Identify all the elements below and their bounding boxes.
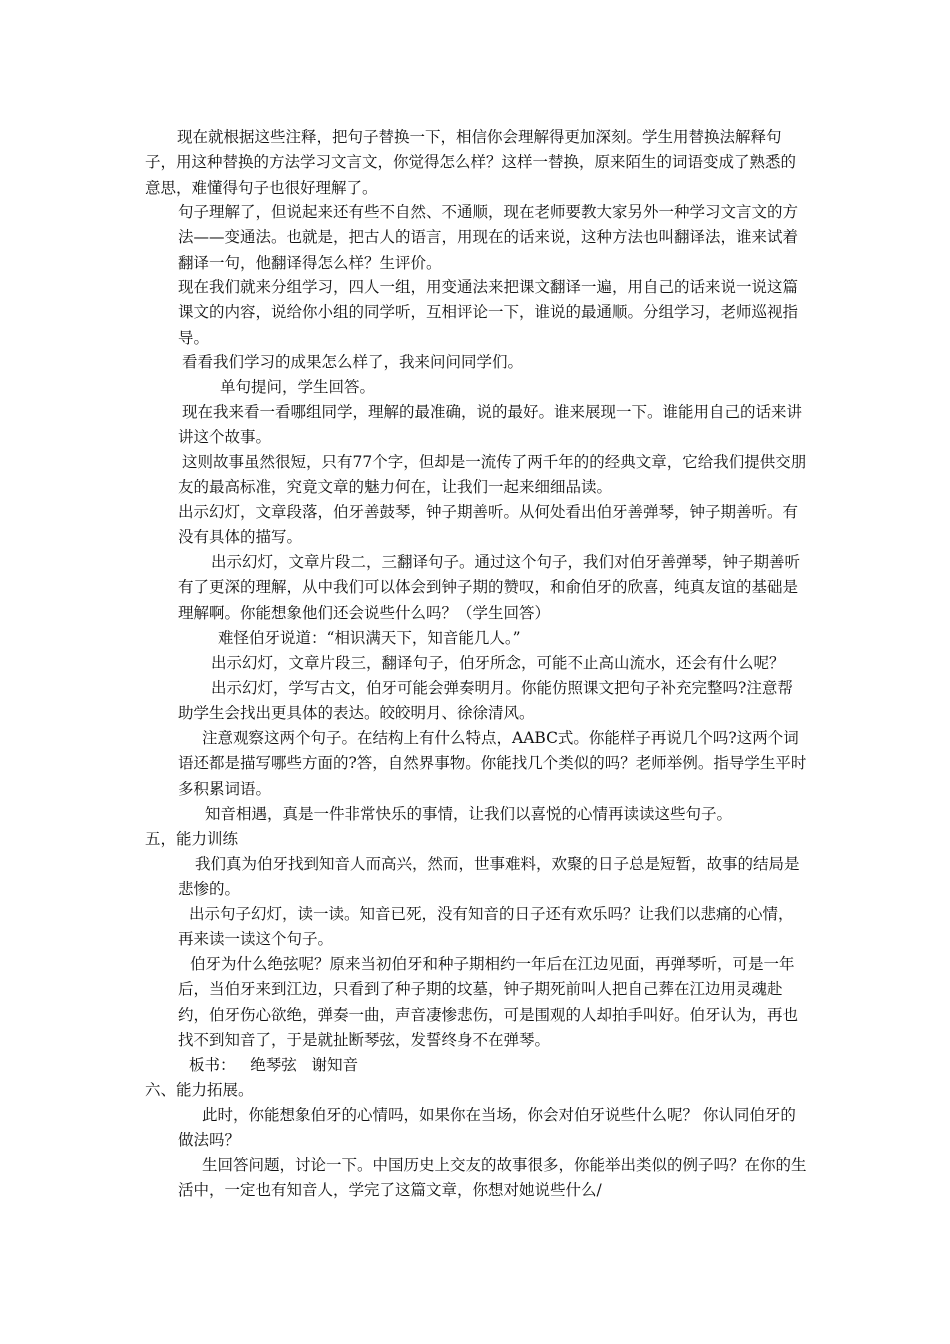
paragraph-18: 此时，你能想象伯牙的心情吗，如果你在当场，你会对伯牙说些什么呢？ 你认同伯牙的做法吗？: [178, 1106, 796, 1150]
paragraph-6: 现在我来看一看哪组同学，理解的最准确，说的最好。谁来展现一下。谁能用自己的话来讲讲这个故事。: [178, 403, 803, 447]
paragraph-2: 句子理解了，但说起来还有些不自然、不通顺，现在老师要教大家另外一种学习文言文的方法——变通法。也就是，把古人的语言，用现在的话来说，这种方法也叫翻译法，谁来试着翻译一句，他翻译得怎么样？生评价。: [178, 203, 799, 272]
paragraph-13: 注意观察这两个句子。在结构上有什么特点，AABC式。你能样子再说几个吗?这两个词语还都是描写哪些方面的?答，自然界事物。你能找几个类似的吗？老师举例。指导学生平时多积累词语。: [178, 729, 807, 798]
section-heading-6: 六、能力拓展。: [145, 1081, 254, 1099]
paragraph-8: 出示幻灯，文章段落，伯牙善鼓琴，钟子期善听。从何处看出伯牙善弹琴，钟子期善听。有没有具体的描写。: [178, 503, 799, 547]
section-heading-5: 五，能力训练: [145, 830, 239, 848]
paragraph-12: 出示幻灯，学写古文，伯牙可能会弹奏明月。你能仿照课文把句子补充完整吗?注意帮助学生会找出更具体的表达。皎皎明月、徐徐清风。: [178, 679, 793, 723]
board-writing: 板书： 绝琴弦 谢知音: [189, 1056, 359, 1074]
paragraph-5: 单句提问，学生回答。: [220, 378, 376, 396]
paragraph-19: 生回答问题，讨论一下。中国历史上交友的故事很多，你能举出类似的例子吗？在你的生活中，一定也有知音人，学完了这篇文章，你想对她说些什么/: [178, 1156, 807, 1200]
paragraph-10: 难怪伯牙说道：“相识满天下，知音能几人。”: [218, 629, 521, 647]
paragraph-7: 这则故事虽然很短，只有77个字，但却是一流传了两千年的的经典文章，它给我们提供交朋友的最高标准，究竟文章的魅力何在，让我们一起来细细品读。: [178, 453, 807, 497]
paragraph-14: 知音相遇，真是一件非常快乐的事情，让我们以喜悦的心情再读读这些句子。: [205, 805, 733, 823]
paragraph-16: 出示句子幻灯，读一读。知音已死，没有知音的日子还有欢乐吗？让我们以悲痛的心情，再来读一读这个句子。: [178, 905, 794, 949]
paragraph-9: 出示幻灯，文章片段二，三翻译句子。通过这个句子，我们对伯牙善弹琴，钟子期善听有了更深的理解，从中我们可以体会到钟子期的赞叹，和俞伯牙的欣喜，纯真友谊的基础是理解啊。你能想象他们还会说些什么吗？（学生回答）: [178, 553, 801, 622]
paragraph-3: 现在我们就来分组学习，四人一组，用变通法来把课文翻译一遍，用自己的话来说一说这篇课文的内容，说给你小组的同学听，互相评论一下，谁说的最通顺。分组学习，老师巡视指导。: [178, 278, 799, 347]
paragraph-1: 现在就根据这些注释，把句子替换一下，相信你会理解得更加深刻。学生用替换法解释句子，用这种替换的方法学习文言文，你觉得怎么样？这样一替换，原来陌生的词语变成了熟悉的意思，难懂得句子也很好理解了。: [145, 128, 797, 197]
paragraph-11: 出示幻灯，文章片段三，翻译句子，伯牙所念，可能不止高山流水，还会有什么呢？: [211, 654, 785, 672]
paragraph-4: 看看我们学习的成果怎么样了，我来问问同学们。: [182, 353, 524, 371]
paragraph-15: 我们真为伯牙找到知音人而高兴，然而，世事难料，欢聚的日子总是短暂，故事的结局是悲惨的。: [178, 855, 800, 899]
paragraph-17: 伯牙为什么绝弦呢？原来当初伯牙和种子期相约一年后在江边见面，再弹琴听，可是一年后，当伯牙来到江边，只看到了种子期的坟墓，钟子期死前叫人把自己葬在江边用灵魂赴约，伯牙伤心欲绝，弹奏一曲，声音凄惨悲伤，可是围观的人却拍手叫好。伯牙认为，再也找不到知音了，于是就扯断琴弦，发誓终身不在弹琴。: [178, 955, 799, 1049]
